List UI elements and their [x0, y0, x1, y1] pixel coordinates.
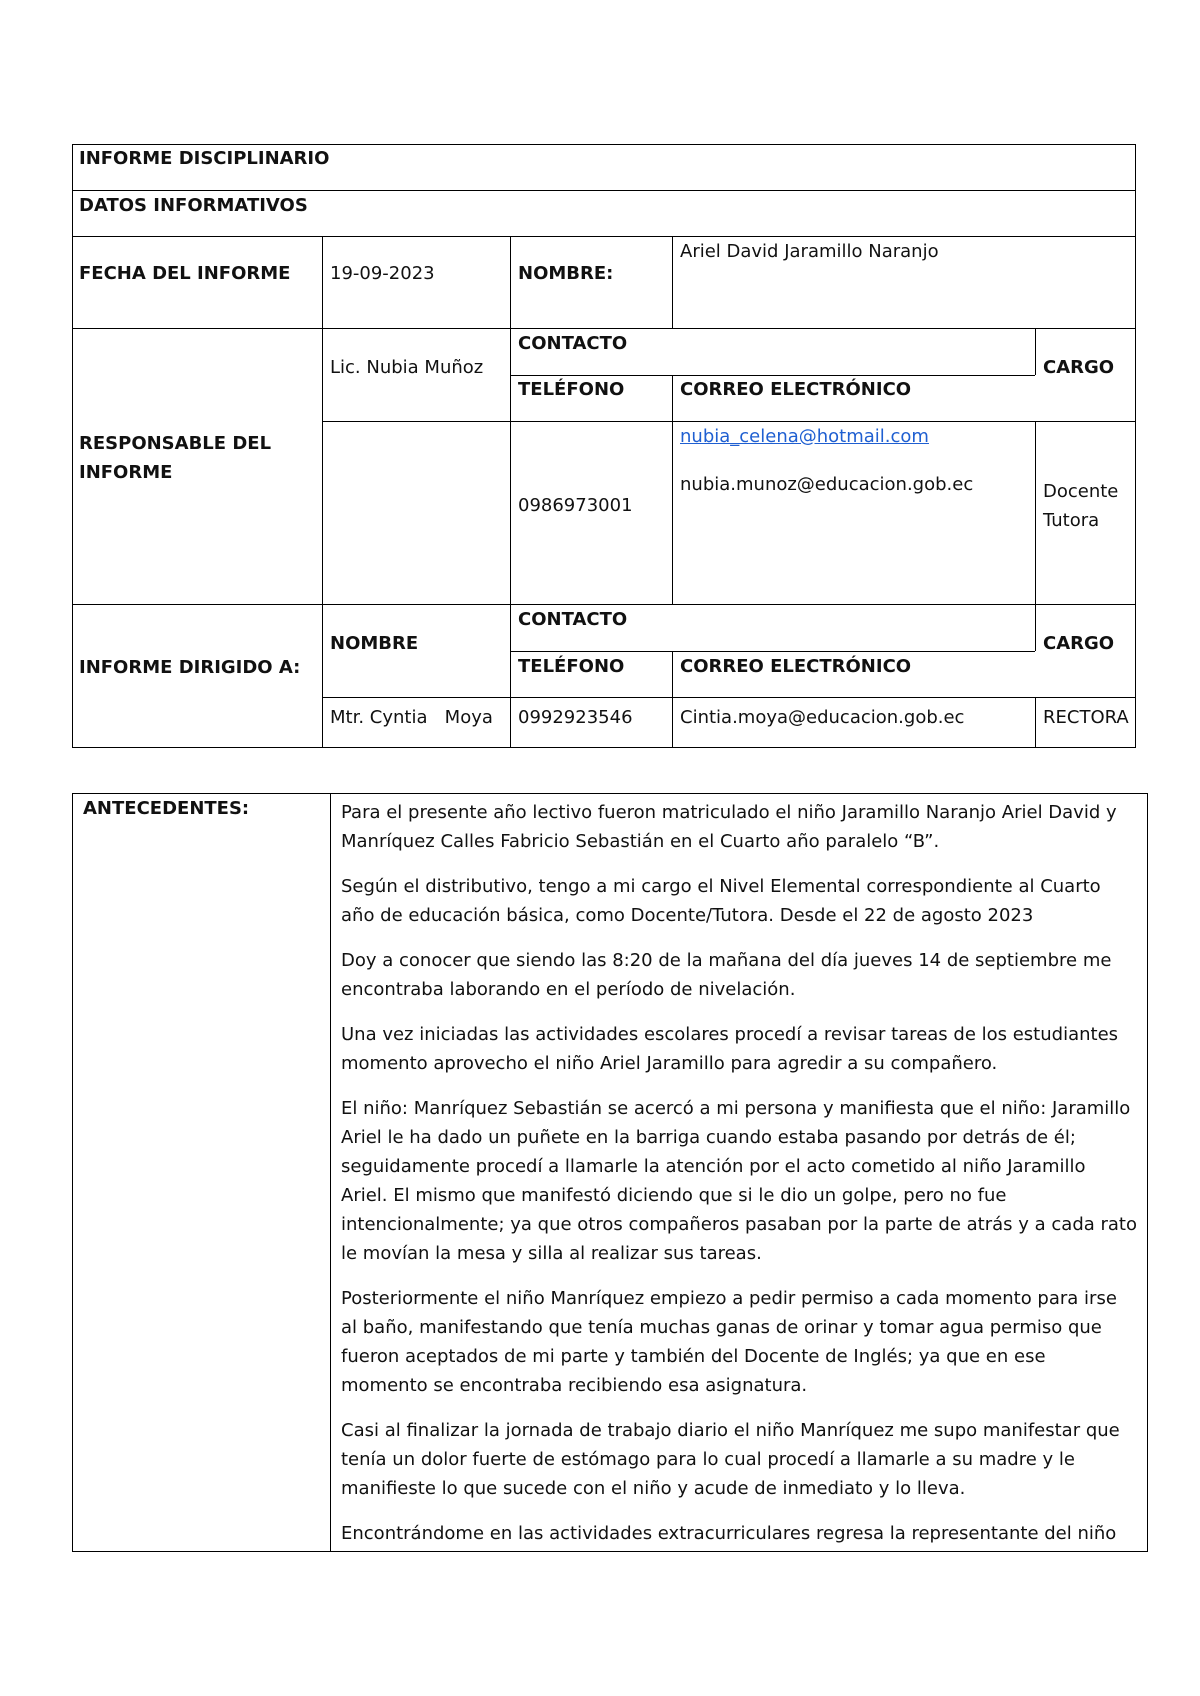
border [72, 144, 73, 748]
dirigido-correo-label: CORREO ELECTRÓNICO [680, 656, 912, 677]
border [672, 236, 673, 328]
border [672, 651, 673, 748]
dirigido-cargo-label: CARGO [1043, 633, 1115, 654]
border [1035, 697, 1036, 748]
antecedentes-label: ANTECEDENTES: [83, 798, 250, 819]
fecha-label: FECHA DEL INFORME [79, 263, 291, 284]
border [322, 236, 323, 328]
border [672, 375, 673, 605]
column-divider [330, 794, 331, 1551]
paragraph: Casi al finalizar la jornada de trabajo diario el niño Manríquez me supo manifestar que tenía un dolor fuerte de estómago para lo cual procedí a llamarle a su madre y le manifieste lo que sucede con el niño y acude de inmediato y lo lleva. [341, 1420, 1120, 1499]
border [322, 328, 323, 748]
border [510, 328, 511, 748]
border [1035, 328, 1036, 375]
document-title: INFORME DISCIPLINARIO [79, 148, 330, 169]
border [72, 236, 1136, 237]
paragraph: Doy a conocer que siendo las 8:20 de la mañana del día jueves 14 de septiembre me encontraba laborando en el período de nivelación. [341, 950, 1112, 1000]
dirigido-telefono-label: TELÉFONO [518, 656, 625, 677]
antecedentes-content [341, 798, 1137, 1552]
paragraph: Para el presente año lectivo fueron matriculado el niño Jaramillo Naranjo Ariel David y Manríquez Calles Fabricio Sebastián en el Cuarto año paralelo “B”. [341, 802, 1117, 852]
responsable-contacto-label: CONTACTO [518, 333, 628, 354]
fecha-value: 19-09-2023 [330, 263, 435, 284]
dirigido-name: Mtr. Cyntia Moya [330, 707, 493, 728]
responsable-name: Lic. Nubia Muñoz [330, 357, 484, 378]
responsable-email-institucional: nubia.munoz@educacion.gob.ec [680, 474, 974, 495]
paragraph: Posteriormente el niño Manríquez empiezo a pedir permiso a cada momento para irse al baño, manifestando que tenía muchas ganas de orinar y tomar agua permiso que fueron aceptados de mi parte y también del Docente de Inglés; ya que en ese momento se encontraba recibiendo esa asignatura. [341, 1288, 1117, 1396]
dirigido-cargo: RECTORA [1043, 707, 1129, 728]
responsable-telefono-label: TELÉFONO [518, 379, 625, 400]
responsable-correo-label: CORREO ELECTRÓNICO [680, 379, 912, 400]
responsable-cargo-label: CARGO [1043, 357, 1115, 378]
nombre-label: NOMBRE: [518, 263, 614, 284]
responsable-label: RESPONSABLE DEL INFORME [79, 433, 272, 483]
responsable-telefono: 0986973001 [518, 495, 633, 516]
paragraph: Una vez iniciadas las actividades escolares procedí a revisar tareas de los estudiantes momento aprovecho el niño Ariel Jaramillo para agredir a su compañero. [341, 1024, 1119, 1074]
responsable-email-link[interactable]: nubia_celena@hotmail.com [680, 426, 929, 447]
border [510, 236, 511, 328]
dirigido-email: Cintia.moya@educacion.gob.ec [680, 707, 965, 728]
border [322, 697, 1136, 698]
border [1035, 421, 1036, 604]
table-antecedentes [72, 793, 1148, 1552]
dirigido-telefono: 0992923546 [518, 707, 633, 728]
responsable-cargo: Docente Tutora [1043, 481, 1119, 531]
dirigido-nombre-label: NOMBRE [330, 633, 419, 654]
border [72, 747, 1136, 748]
paragraph: Según el distributivo, tengo a mi cargo el Nivel Elemental correspondiente al Cuarto año de educación básica, como Docente/Tutora. Desde el 22 de agosto 2023 [341, 876, 1101, 926]
border [1135, 144, 1136, 748]
dirigido-label: INFORME DIRIGIDO A: [79, 657, 301, 678]
border [1035, 604, 1036, 651]
section-datos-informativos: DATOS INFORMATIVOS [79, 195, 308, 216]
nombre-value: Ariel David Jaramillo Naranjo [680, 241, 939, 262]
paragraph: El niño: Manríquez Sebastián se acercó a mi persona y manifiesta que el niño: Jaramillo Ariel le ha dado un puñete en la barriga cuando estaba pasando por detrás de él; seguidamente procedí a llamarle la atención por el acto cometido al niño Jaramillo Ariel. El mismo que manifestó diciendo que si le dio un golpe, pero no fue intencionalmente; ya que otros compañeros pasaban por la parte de atrás y a cada rato le movían la mesa y silla al realizar sus tareas. [341, 1098, 1137, 1264]
paragraph: Encontrándome en las actividades extracurriculares regresa la representante del niño [341, 1523, 1117, 1544]
dirigido-contacto-label: CONTACTO [518, 609, 628, 630]
